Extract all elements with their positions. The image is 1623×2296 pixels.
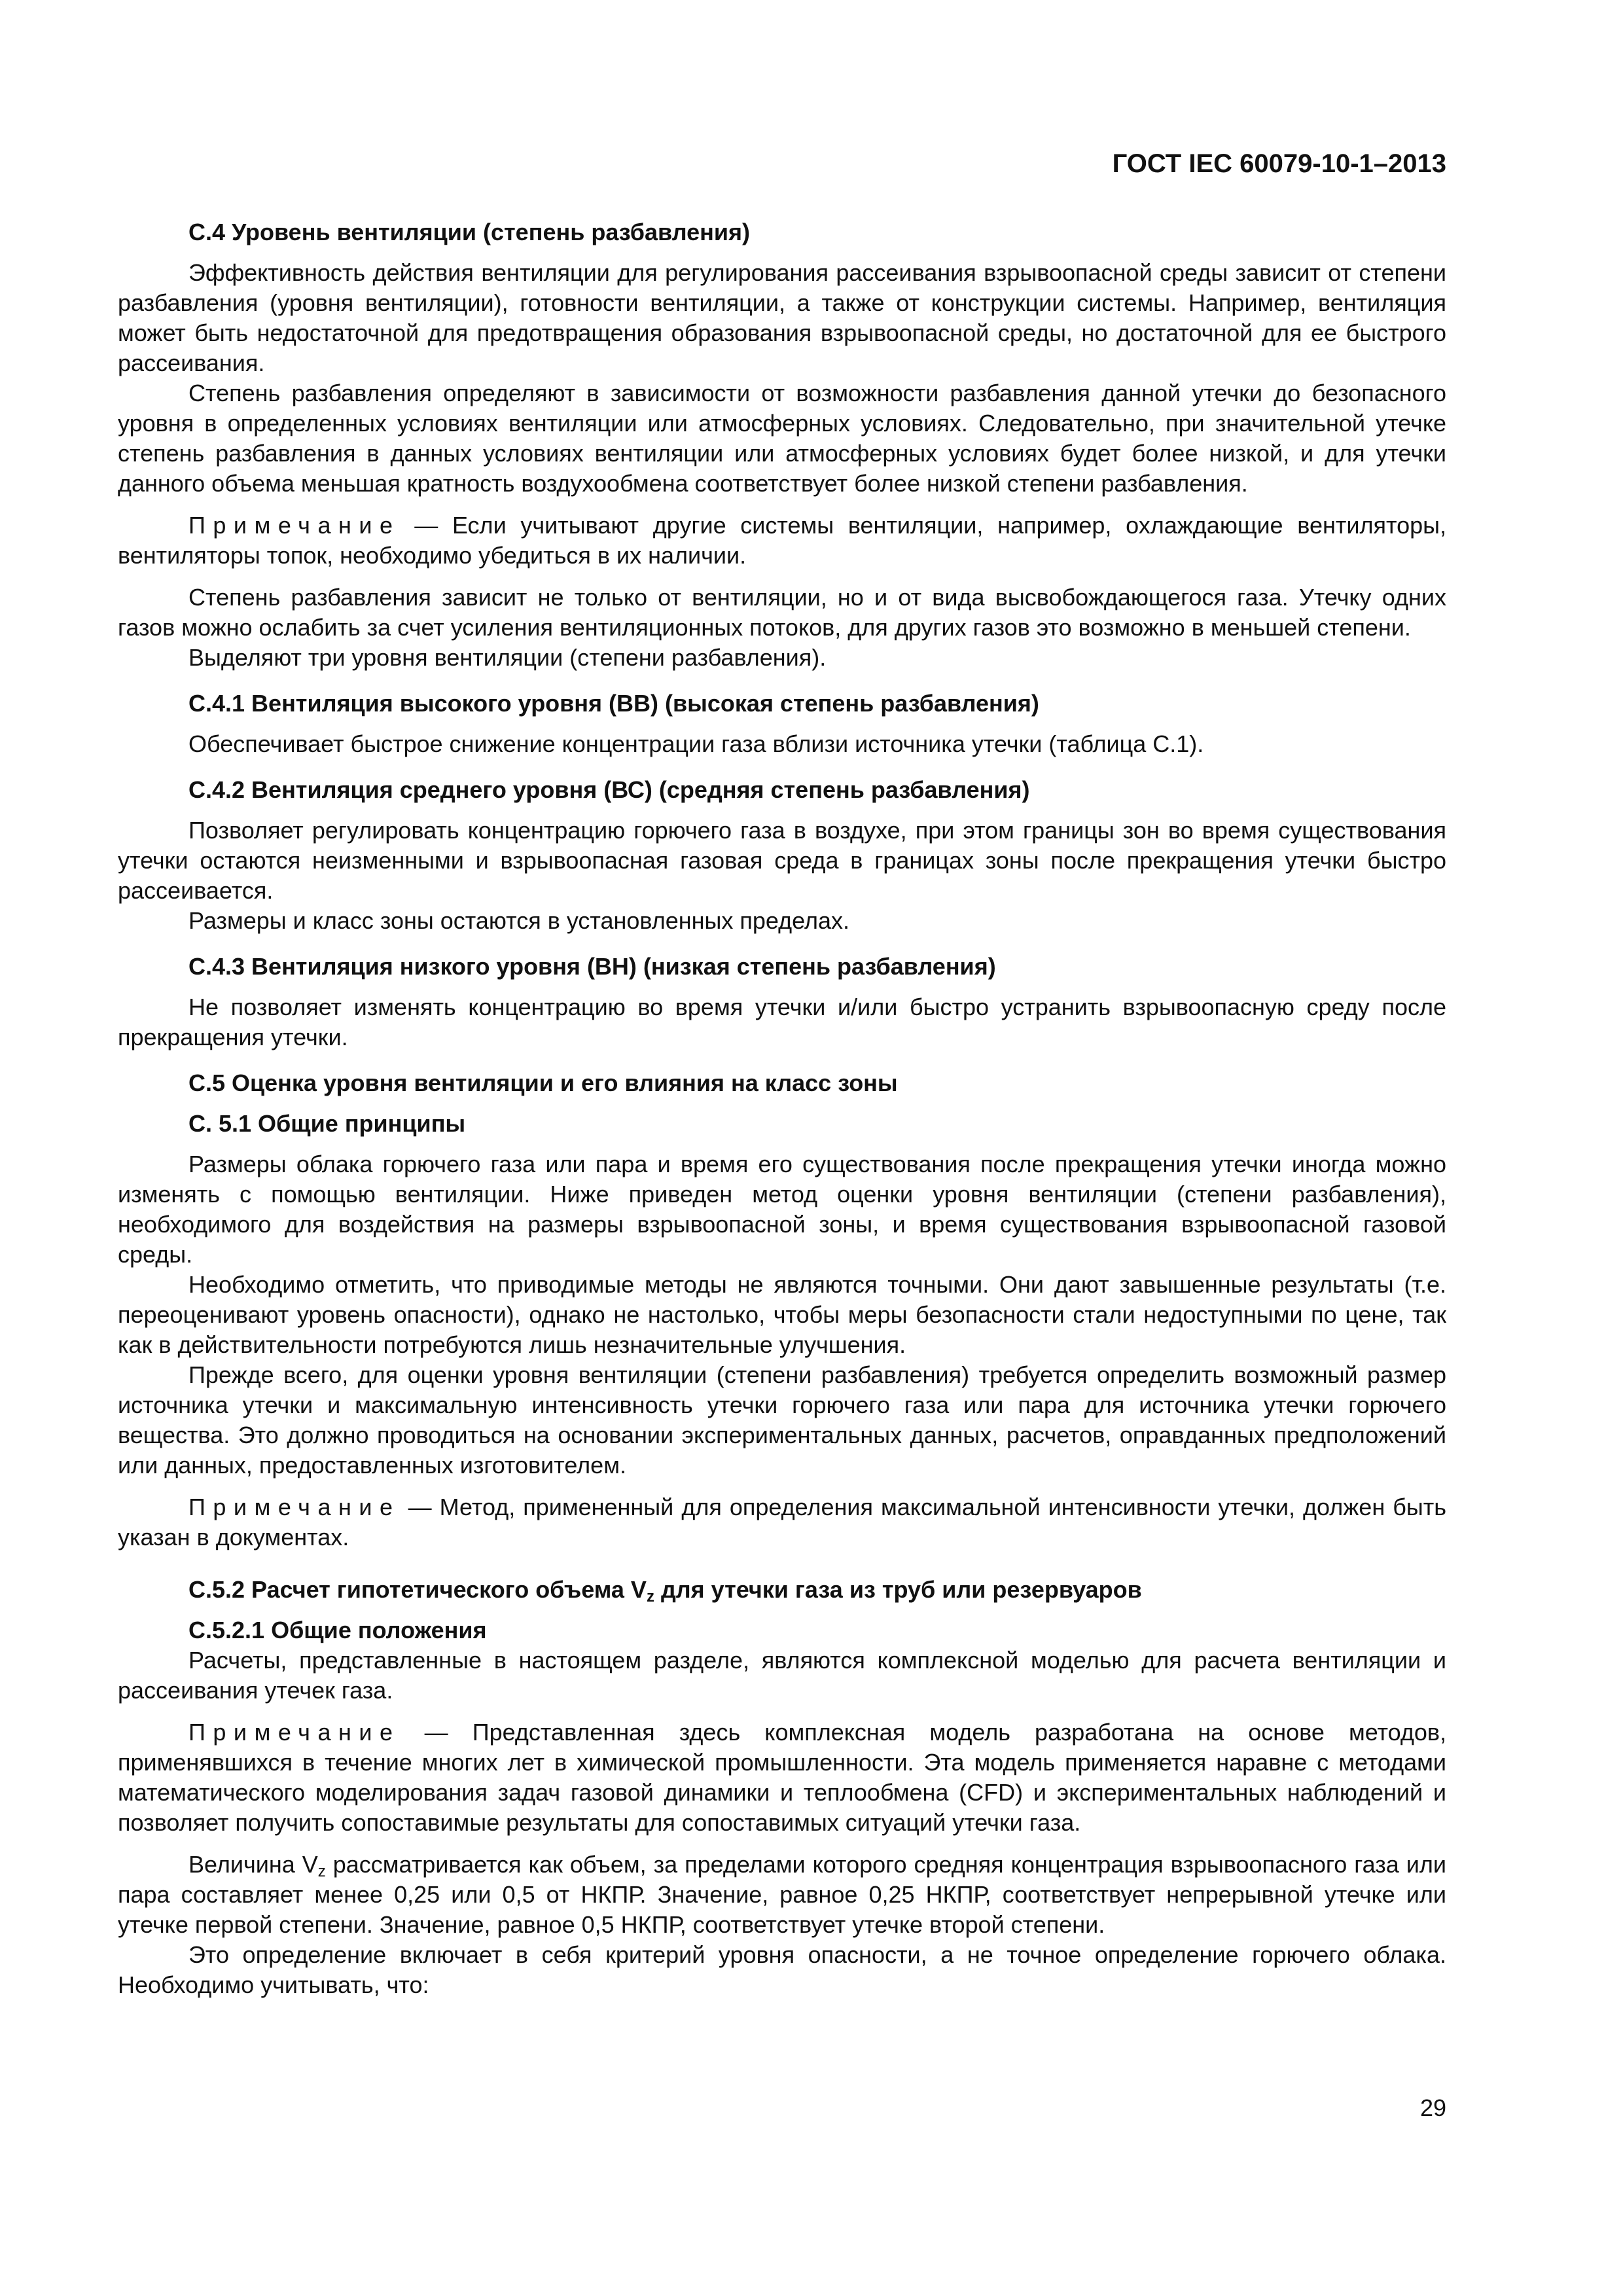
- note-label: Примечание: [188, 1494, 401, 1520]
- section-c52-title-end: для утечки газа из труб или резервуаров: [654, 1576, 1142, 1603]
- section-c521-paragraph-2: [118, 1850, 1446, 1940]
- section-c42-paragraph-1: Позволяет регулировать концентрацию горючего газа в воздухе, при этом границы зон во время существования утечки остаются неизменными и взрывоопасная газовая среда в границах зоны после прекращения утечки быстро рассеивается.: [118, 817, 1446, 904]
- section-c5-title: С.5 Оценка уровня вентиляции и его влияния на класс зоны: [188, 1069, 898, 1096]
- section-c51-title: С. 5.1 Общие принципы: [188, 1110, 466, 1137]
- vz-subscript: z: [317, 1863, 326, 1880]
- section-c521-title: С.5.2.1 Общие положения: [188, 1617, 487, 1643]
- note-text: — Если учитывают другие системы вентиляции, например, охлаждающие вентиляторы, вентиляторы топок, необходимо убедиться в их наличии.: [118, 512, 1446, 569]
- note-label: Примечание: [188, 1719, 401, 1746]
- section-c52-title-start: С.5.2 Расчет гипотетического объема V: [188, 1576, 647, 1603]
- section-c51-paragraph-1: Размеры облака горючего газа или пара и время его существования после прекращения утечки иногда можно изменять с помощью вентиляции. Ниже приведен метод оценки уровня вентиляции (степени разбавления), необходимого для воздействия на размеры взрывоопасной зоны, и время существования взрывоопасной газовой среды.: [118, 1151, 1446, 1268]
- section-c41-paragraph-1: Обеспечивает быстрое снижение концентрации газа вблизи источника утечки (таблица С.1).: [188, 730, 1204, 757]
- section-c42-title: С.4.2 Вентиляция среднего уровня (ВС) (средняя степень разбавления): [188, 776, 1030, 803]
- document-page: [118, 131, 1446, 2212]
- vz-definition-start: Величина V: [188, 1851, 318, 1878]
- section-c42-paragraph-2: Размеры и класс зоны остаются в установленных пределах.: [188, 907, 850, 934]
- section-c521-paragraph-3: Это определение включает в себя критерий уровня опасности, а не точное определение горючего облака. Необходимо учитывать, что:: [118, 1941, 1446, 1998]
- section-c43-paragraph-1: Не позволяет изменять концентрацию во время утечки и/или быстро устранить взрывоопасную среду после прекращения утечки.: [118, 994, 1446, 1050]
- page-number: 29: [1419, 2094, 1446, 2121]
- section-c521-paragraph-1: Расчеты, представленные в настоящем разделе, являются комплексной моделью для расчета вентиляции и рассеивания утечек газа.: [118, 1647, 1446, 1704]
- section-c4-title: С.4 Уровень вентиляции (степень разбавления): [188, 219, 750, 245]
- section-c41-title: С.4.1 Вентиляция высокого уровня (ВВ) (высокая степень разбавления): [188, 690, 1039, 717]
- section-c52-title: [118, 1575, 1446, 1605]
- section-c4-paragraph-1: Эффективность действия вентиляции для регулирования рассеивания взрывоопасной среды зависит от степени разбавления (уровня вентиляции), готовности вентиляции, а также от конструкции системы. Например, вентиляция может быть недостаточной для предотвращения образования взрывоопасной среды, но достаточной для ее быстрого рассеивания.: [118, 259, 1446, 376]
- note-text: — Представленная здесь комплексная модель разработана на основе методов, применявшихся в течение многих лет в химической промышленности. Эта модель применяется наравне с методами математического моделирования задач газовой динамики и теплообмена (CFD) и экспериментальных наблюдений и позволяет получить сопоставимые результаты для сопоставимых ситуаций утечки газа.: [118, 1719, 1446, 1836]
- note-text: — Метод, примененный для определения максимальной интенсивности утечки, должен быть указан в документах.: [118, 1494, 1446, 1551]
- section-c4-paragraph-2: Степень разбавления определяют в зависимости от возможности разбавления данной утечки до безопасного уровня в определенных условиях вентиляции или атмосферных условиях. Следовательно, при значительной утечке степень разбавления в данных условиях вентиляции или атмосферных условиях будет более низкой, и для утечки данного объема меньшая кратность воздухообмена соответствует более низкой степени разбавления.: [118, 380, 1446, 497]
- section-c51-paragraph-3: Прежде всего, для оценки уровня вентиляции (степени разбавления) требуется определить возможный размер источника утечки и максимальную интенсивность утечки горючего газа или пара для источника утечки горючего вещества. Это должно проводиться на основании экспериментальных данных, расчетов, оправданных предположений или данных, предоставленных изготовителем.: [118, 1361, 1446, 1479]
- section-spacer: [118, 1552, 1446, 1575]
- section-c51-paragraph-2: Необходимо отметить, что приводимые методы не являются точными. Они дают завышенные результаты (т.е. переоценивают уровень опасности), однако не настолько, чтобы меры безопасности стали недоступными по цене, так как в действительности потребуются лишь незначительные улучшения.: [118, 1271, 1446, 1358]
- vz-definition-end: рассматривается как объем, за пределами которого средняя концентрация взрывоопасного газа или пара составляет менее 0,25 или 0,5 от НКПР. Значение, равное 0,25 НКПР, соответствует непрерывной утечке или утечке первой степени. Значение, равное 0,5 НКПР, соответствует утечке второй степени.: [118, 1851, 1446, 1938]
- section-c4-paragraph-4: Выделяют три уровня вентиляции (степени разбавления).: [188, 644, 827, 671]
- section-c43-title: С.4.3 Вентиляция низкого уровня (ВН) (низкая степень разбавления): [188, 953, 996, 980]
- note-label: Примечание: [188, 512, 401, 539]
- section-c4-paragraph-3: Степень разбавления зависит не только от вентиляции, но и от вида высвобождающегося газа. Утечку одних газов можно ослабить за счет усиления вентиляционных потоков, для других газов это возможно в меньшей степени.: [118, 584, 1446, 641]
- vz-subscript: z: [646, 1588, 654, 1605]
- section-c51-note: [118, 1492, 1446, 1552]
- standard-designation: ГОСТ IEC 60079-10-1–2013: [1112, 149, 1446, 178]
- section-c521-note: [118, 1717, 1446, 1838]
- section-c4-note: [118, 511, 1446, 571]
